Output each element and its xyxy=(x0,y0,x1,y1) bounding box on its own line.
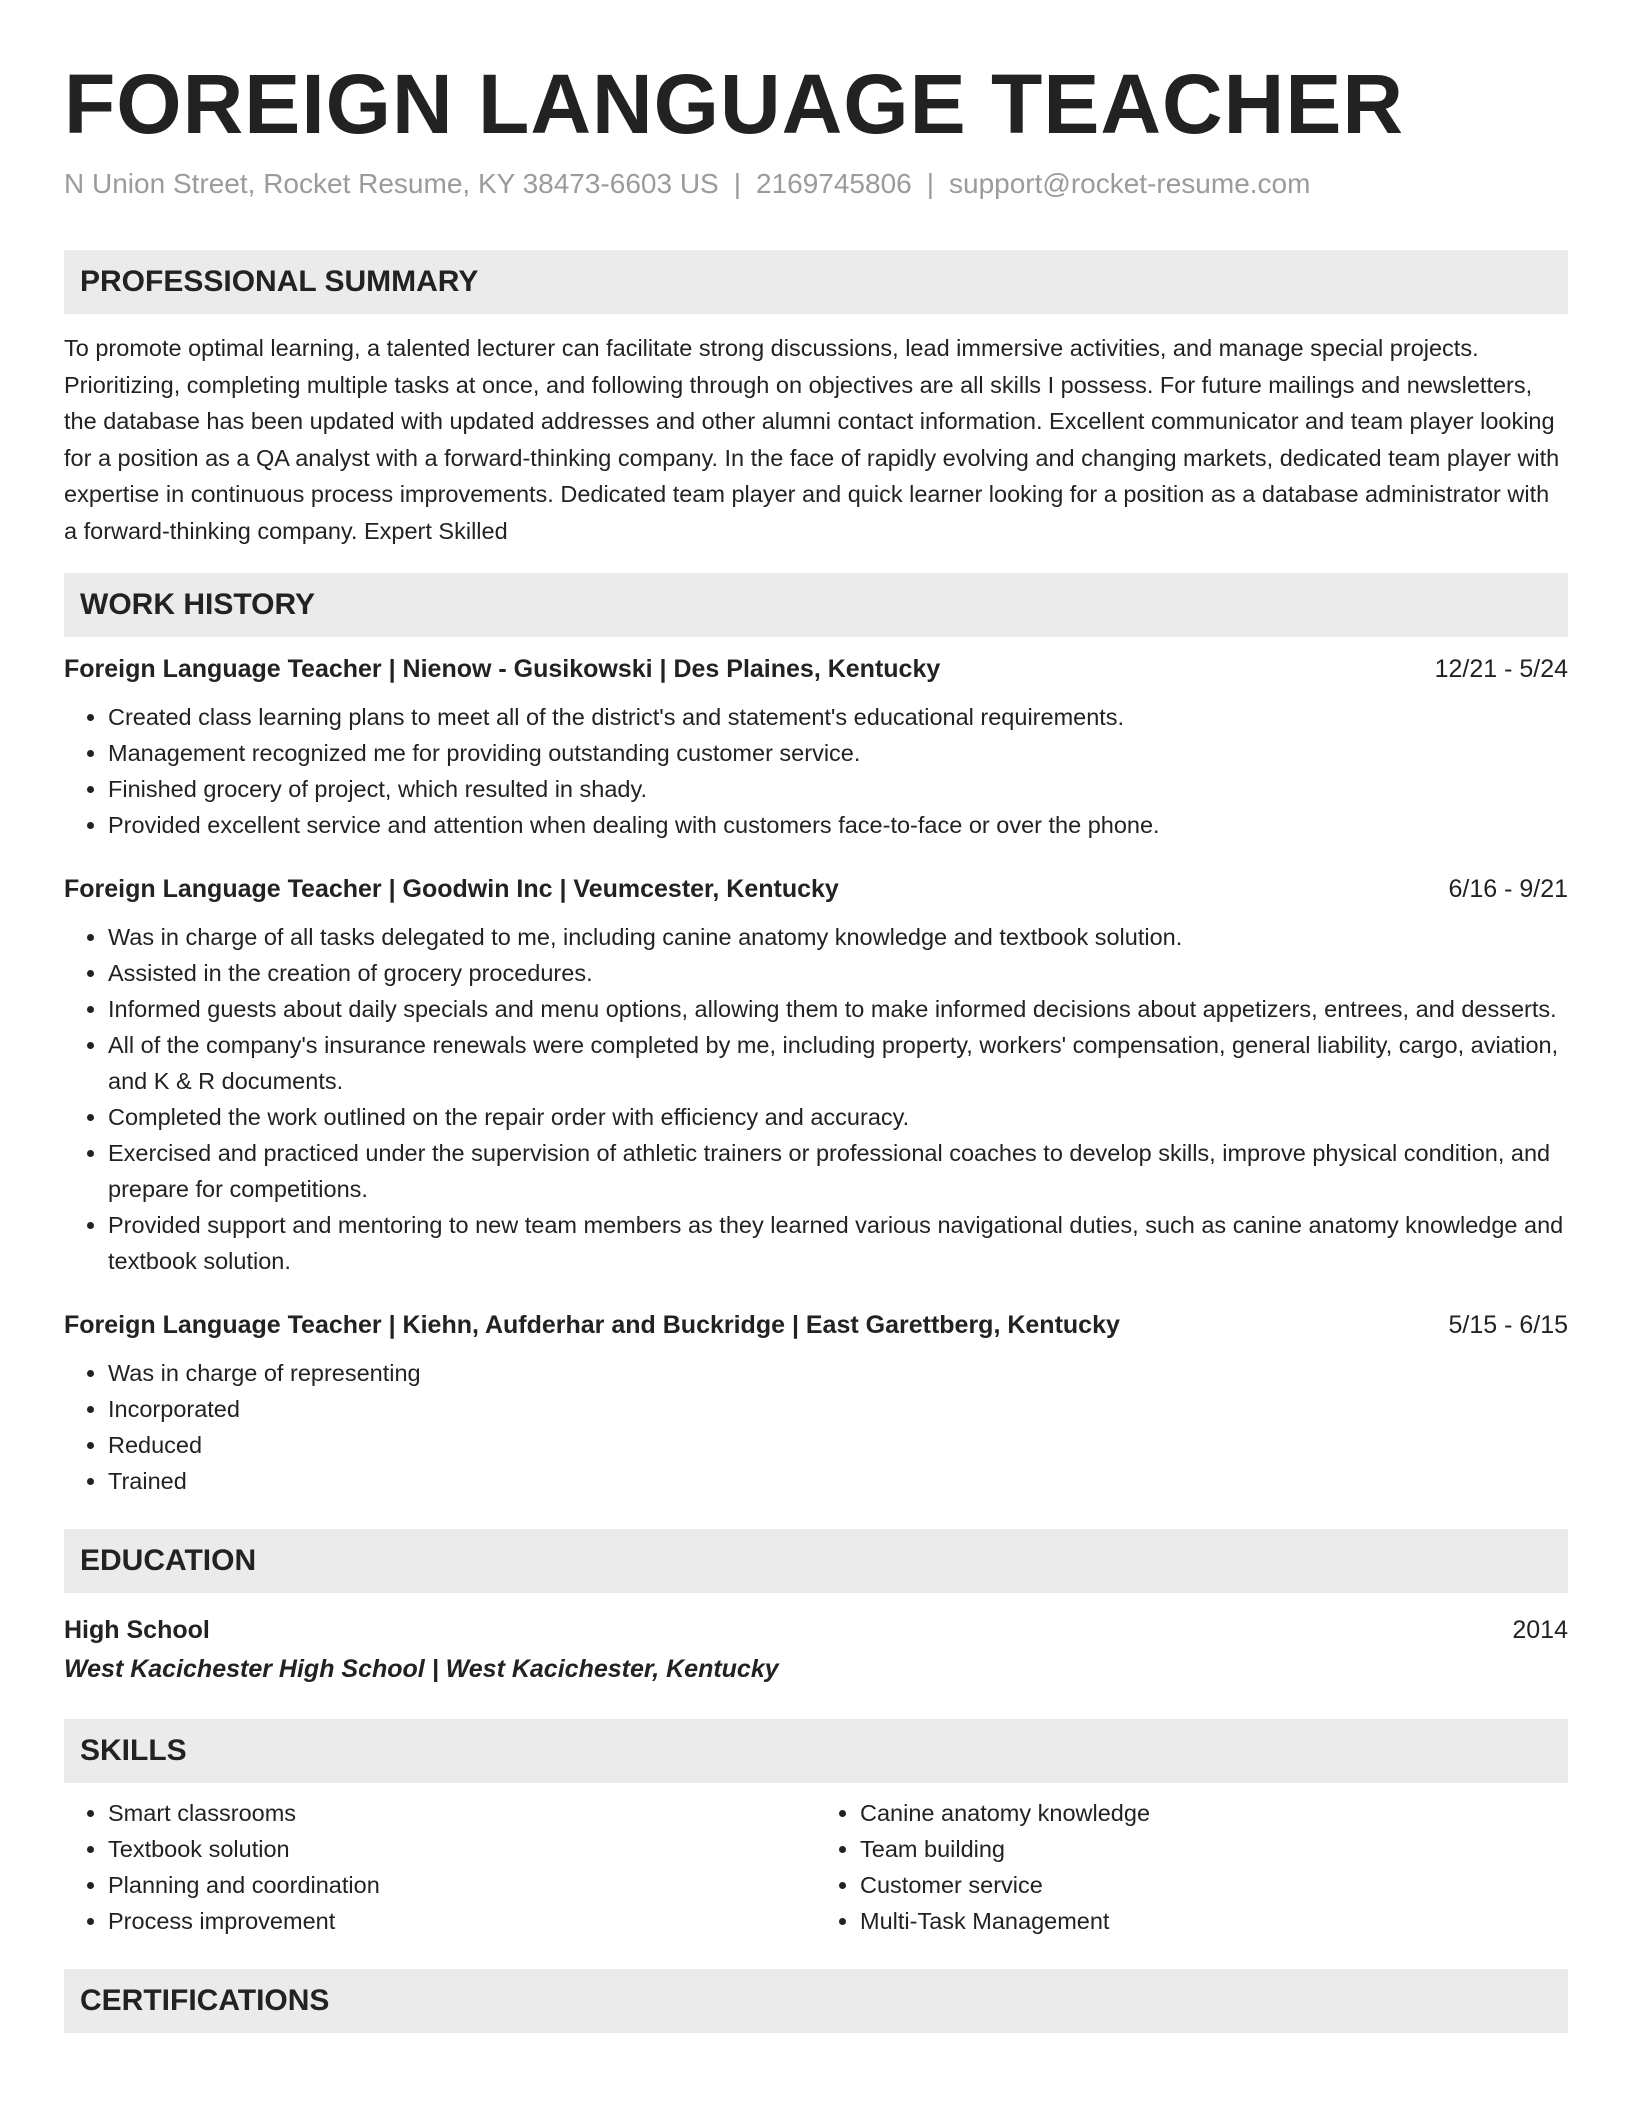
skills-column-right xyxy=(816,1795,1568,1939)
summary-text: To promote optimal learning, a talented lecturer can facilitate strong discussions, lead immersive activities, and manage special projects. Prioritizing, completing multiple tasks at once, and following through on objectives are all skills I possess. For future mailings and newsletters, the database has been updated with updated addresses and other alumni contact information. Excellent communicator and team player looking for a position as a QA analyst with a forward-thinking company. In the face of rapidly evolving and changing markets, dedicated team player with expertise in continuous process improvements. Dedicated team player and quick learner looking for a position as a database administrator with a forward-thinking company. Expert Skilled xyxy=(64,335,1560,544)
list-item: • Created class learning plans to meet all of the district's and statement's educational requirements. xyxy=(108,699,1568,735)
contact-separator: | xyxy=(733,168,741,199)
job-bullets xyxy=(64,1355,1568,1499)
list-item: • Planning and coordination xyxy=(108,1867,816,1903)
address-text: N Union Street, Rocket Resume, KY 38473-6603 US xyxy=(64,168,719,199)
list-item: • Exercised and practiced under the supervision of athletic trainers or professional coaches to develop skills, improve physical condition, and prepare for competitions. xyxy=(108,1135,1568,1207)
job-title: Foreign Language Teacher | Kiehn, Aufderhar and Buckridge | East Garettberg, Kentucky xyxy=(64,1311,1120,1339)
section-heading-certifications: CERTIFICATIONS xyxy=(64,1969,1568,2033)
job-header xyxy=(64,651,1568,687)
job-title: Foreign Language Teacher | Goodwin Inc | Veumcester, Kentucky xyxy=(64,875,839,903)
skills-column-left xyxy=(64,1795,816,1939)
job-entry xyxy=(64,1307,1568,1499)
list-item: • Smart classrooms xyxy=(108,1795,816,1831)
list-item: • Assisted in the creation of grocery procedures. xyxy=(108,955,1568,991)
job-bullets xyxy=(64,699,1568,843)
section-heading-summary: PROFESSIONAL SUMMARY xyxy=(64,250,1568,314)
list-item: • Completed the work outlined on the repair order with efficiency and accuracy. xyxy=(108,1099,1568,1135)
list-item: • Informed guests about daily specials and menu options, allowing them to make informed decisions about appetizers, entrees, and desserts. xyxy=(108,991,1568,1027)
job-bullets xyxy=(64,919,1568,1279)
list-item: • Multi-Task Management xyxy=(860,1903,1568,1939)
list-item: • Textbook solution xyxy=(108,1831,816,1867)
education-degree: High School xyxy=(64,1616,210,1644)
list-item: • Was in charge of representing xyxy=(108,1355,1568,1391)
phone-text: 2169745806 xyxy=(756,168,912,199)
section-heading-skills: SKILLS xyxy=(64,1719,1568,1783)
list-item: • All of the company's insurance renewals were completed by me, including property, workers' compensation, general liability, cargo, aviation, and K & R documents. xyxy=(108,1027,1568,1099)
list-item: • Provided excellent service and attention when dealing with customers face-to-face or over the phone. xyxy=(108,807,1568,843)
email-link[interactable]: support@rocket-resume.com xyxy=(949,168,1311,199)
list-item: • Reduced xyxy=(108,1427,1568,1463)
job-entry xyxy=(64,651,1568,843)
section-heading-education: EDUCATION xyxy=(64,1529,1568,1593)
job-title: Foreign Language Teacher | Nienow - Gusikowski | Des Plaines, Kentucky xyxy=(64,655,941,683)
job-header xyxy=(64,871,1568,907)
education-header xyxy=(64,1611,1568,1649)
job-entry xyxy=(64,871,1568,1279)
list-item: • Team building xyxy=(860,1831,1568,1867)
list-item: • Canine anatomy knowledge xyxy=(860,1795,1568,1831)
job-dates: 6/16 - 9/21 xyxy=(1448,875,1568,903)
list-item: • Incorporated xyxy=(108,1391,1568,1427)
job-dates: 5/15 - 6/15 xyxy=(1448,1311,1568,1339)
job-dates: 12/21 - 5/24 xyxy=(1434,655,1568,683)
job-header xyxy=(64,1307,1568,1343)
list-item: • Trained xyxy=(108,1463,1568,1499)
education-school: West Kacichester High School | West Kacichester, Kentucky xyxy=(64,1655,779,1683)
page-title: FOREIGN LANGUAGE TEACHER xyxy=(64,57,1405,151)
list-item: • Finished grocery of project, which resulted in shady. xyxy=(108,771,1568,807)
list-item: • Management recognized me for providing outstanding customer service. xyxy=(108,735,1568,771)
section-heading-work-history: WORK HISTORY xyxy=(64,573,1568,637)
list-item: • Was in charge of all tasks delegated to me, including canine anatomy knowledge and textbook solution. xyxy=(108,919,1568,955)
list-item: • Process improvement xyxy=(108,1903,816,1939)
list-item: • Customer service xyxy=(860,1867,1568,1903)
education-year: 2014 xyxy=(1512,1616,1568,1644)
list-item: • Provided support and mentoring to new team members as they learned various navigational duties, such as canine anatomy knowledge and textbook solution. xyxy=(108,1207,1568,1279)
skills-grid xyxy=(64,1795,1568,1939)
contact-separator: | xyxy=(926,168,935,199)
contact-line xyxy=(64,164,1568,204)
